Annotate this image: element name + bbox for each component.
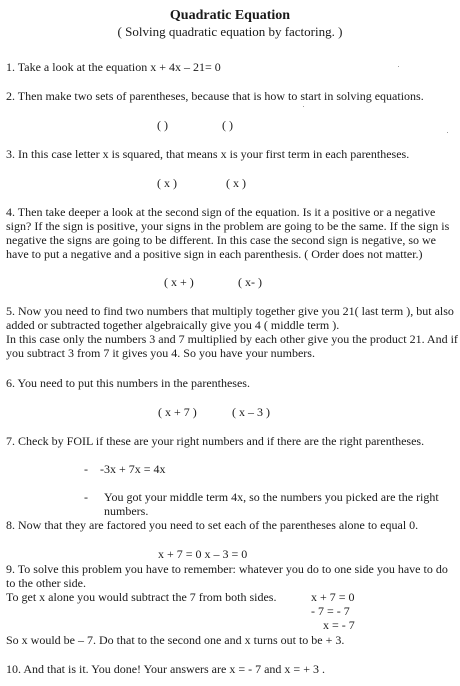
step-3-expression-a: ( x )	[157, 176, 177, 190]
step-2: 2. Then make two sets of parentheses, because that is how to start in solving equations.	[6, 89, 424, 103]
step-7-bullet-2: You got your middle term 4x, so the numbers you picked are the right numbers.	[104, 490, 439, 518]
step-6-expression-a: ( x + 7 )	[158, 405, 197, 419]
step-6: 6. You need to put this numbers in the parentheses.	[6, 376, 250, 390]
step-7-bullet-1-dash: -	[84, 462, 88, 476]
step-9: 9. To solve this problem you have to remember: whatever you do to one side you have to do to the other side.	[6, 562, 448, 590]
step-8-equations: x + 7 = 0 x – 3 = 0	[158, 547, 248, 561]
step-6-expression-b: ( x – 3 )	[232, 405, 270, 419]
step-5: 5. Now you need to find two numbers that multiply together give you 21( last term ), but also added or subtracted together algebraically give you 4 ( middle term ).	[6, 304, 454, 332]
step-9-continued: To get x alone you would subtract the 7 from both sides.	[6, 590, 277, 604]
step-7-bullet-1: -3x + 7x = 4x	[100, 462, 166, 476]
step-4-expression-a: ( x + )	[164, 275, 194, 289]
step-3-expression-b: ( x )	[226, 176, 246, 190]
step-2-parentheses-a: ( )	[157, 118, 168, 132]
scan-speck	[398, 66, 399, 67]
step-9-work-line-2: - 7 = - 7	[311, 604, 350, 618]
scan-speck	[447, 132, 448, 133]
step-9-result: So x would be – 7. Do that to the second one and x turns out to be + 3.	[6, 633, 345, 647]
step-10: 10. And that is it. You done! Your answers are x = - 7 and x = + 3 .	[6, 662, 325, 676]
step-7-bullet-2-dash: -	[84, 490, 88, 504]
page-subtitle: ( Solving quadratic equation by factoring. )	[117, 24, 343, 39]
step-7: 7. Check by FOIL if these are your right numbers and if there are the right parentheses.	[6, 434, 425, 448]
step-5-continued: In this case only the numbers 3 and 7 multiplied by each other give you the product 21. And if you subtract 3 from 7 it gives you 4. So you have your numbers.	[6, 332, 458, 360]
step-9-work-line-1: x + 7 = 0	[311, 590, 355, 604]
step-2-parentheses-b: ( )	[222, 118, 233, 132]
step-9-work-line-3: x = - 7	[323, 618, 355, 632]
step-8: 8. Now that they are factored you need to set each of the parentheses alone to equal 0.	[6, 518, 419, 532]
scan-speck	[303, 106, 304, 107]
page-title: Quadratic Equation	[169, 8, 291, 23]
step-4-expression-b: ( x- )	[238, 275, 262, 289]
step-3: 3. In this case letter x is squared, that means x is your first term in each parentheses.	[6, 147, 410, 161]
step-1: 1. Take a look at the equation x + 4x – 21= 0	[6, 60, 221, 74]
step-4: 4. Then take deeper a look at the second sign of the equation. Is it a positive or a negative sign? If the sign is positive, your signs in the problem are going to be the same. If the sign is negative the signs are going to be different. In this case the second sign is negative, so we have to put a negative and a positive sign in each parenthesis. ( Order does not matter.)	[6, 205, 450, 261]
